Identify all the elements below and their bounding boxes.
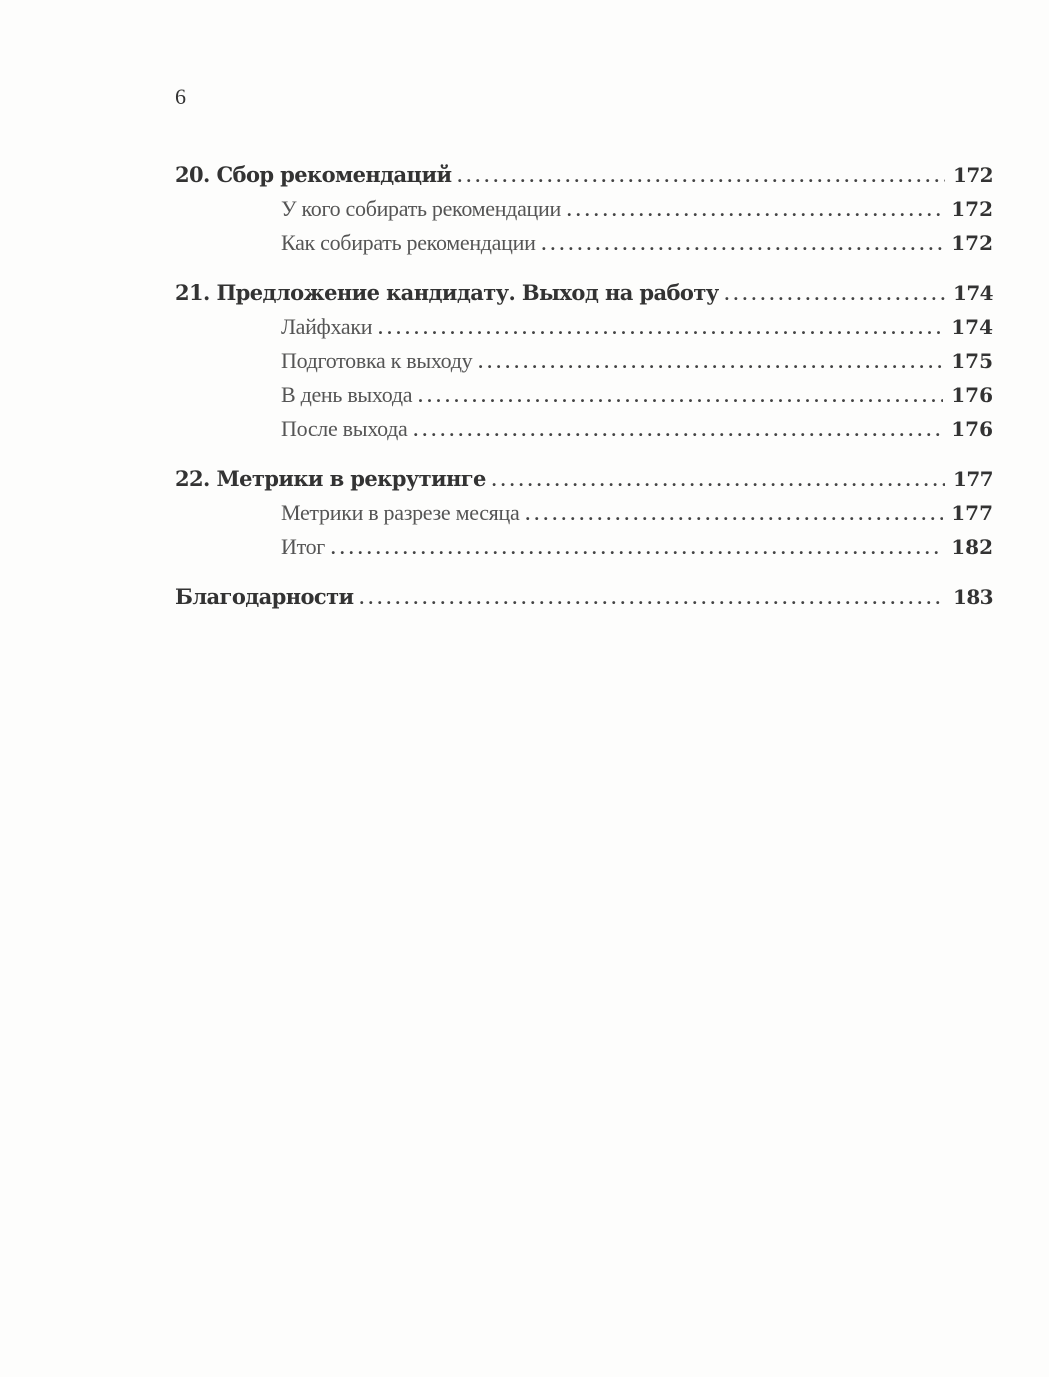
section-page-number: 172 — [951, 197, 993, 221]
dot-leader — [457, 166, 945, 187]
toc-chapter-21 — [175, 280, 993, 314]
table-of-contents — [175, 162, 993, 618]
section-page-number: 182 — [951, 535, 993, 559]
chapter-title: Благодарности — [175, 584, 354, 609]
dot-leader — [567, 200, 943, 221]
section-title: Подготовка к выходу — [281, 348, 473, 373]
section-page-number: 176 — [951, 417, 993, 441]
section-title: После выхода — [281, 416, 408, 441]
dot-leader — [542, 234, 944, 255]
section-page-number: 177 — [951, 501, 993, 525]
dot-leader — [418, 386, 943, 407]
section-title: Как собирать рекомендации — [281, 230, 536, 255]
toc-section — [175, 534, 993, 568]
chapter-title: 21. Предложение кандидату. Выход на работу — [175, 280, 719, 305]
section-title: Метрики в разрезе месяца — [281, 500, 520, 525]
toc-section — [175, 230, 993, 264]
section-title: Лайфхаки — [281, 314, 373, 339]
toc-section — [175, 382, 993, 416]
chapter-title: 20. Сбор рекомендаций — [175, 162, 452, 187]
section-page-number: 176 — [951, 383, 993, 407]
chapter-page-number: 172 — [953, 163, 993, 187]
section-title: У кого собирать рекомендации — [281, 196, 561, 221]
chapter-page-number: 177 — [953, 467, 993, 491]
page-number: 6 — [175, 84, 186, 109]
dot-leader — [359, 588, 945, 609]
section-page-number: 174 — [951, 315, 993, 339]
toc-section — [175, 500, 993, 534]
toc-section — [175, 196, 993, 230]
dot-leader — [492, 470, 945, 491]
toc-acknowledgements — [175, 584, 993, 618]
dot-leader — [478, 352, 943, 373]
section-title: В день выхода — [281, 382, 413, 407]
dot-leader — [331, 538, 943, 559]
dot-leader — [725, 284, 945, 305]
dot-leader — [378, 318, 943, 339]
toc-section — [175, 416, 993, 450]
toc-section — [175, 314, 993, 348]
dot-leader — [525, 504, 943, 525]
section-title: Итог — [281, 534, 326, 559]
toc-section — [175, 348, 993, 382]
toc-chapter-20 — [175, 162, 993, 196]
chapter-page-number: 174 — [953, 281, 993, 305]
section-page-number: 172 — [951, 231, 993, 255]
dot-leader — [414, 420, 944, 441]
toc-chapter-22 — [175, 466, 993, 500]
chapter-page-number: 183 — [953, 585, 993, 609]
chapter-title: 22. Метрики в рекрутинге — [175, 466, 486, 491]
section-page-number: 175 — [951, 349, 993, 373]
